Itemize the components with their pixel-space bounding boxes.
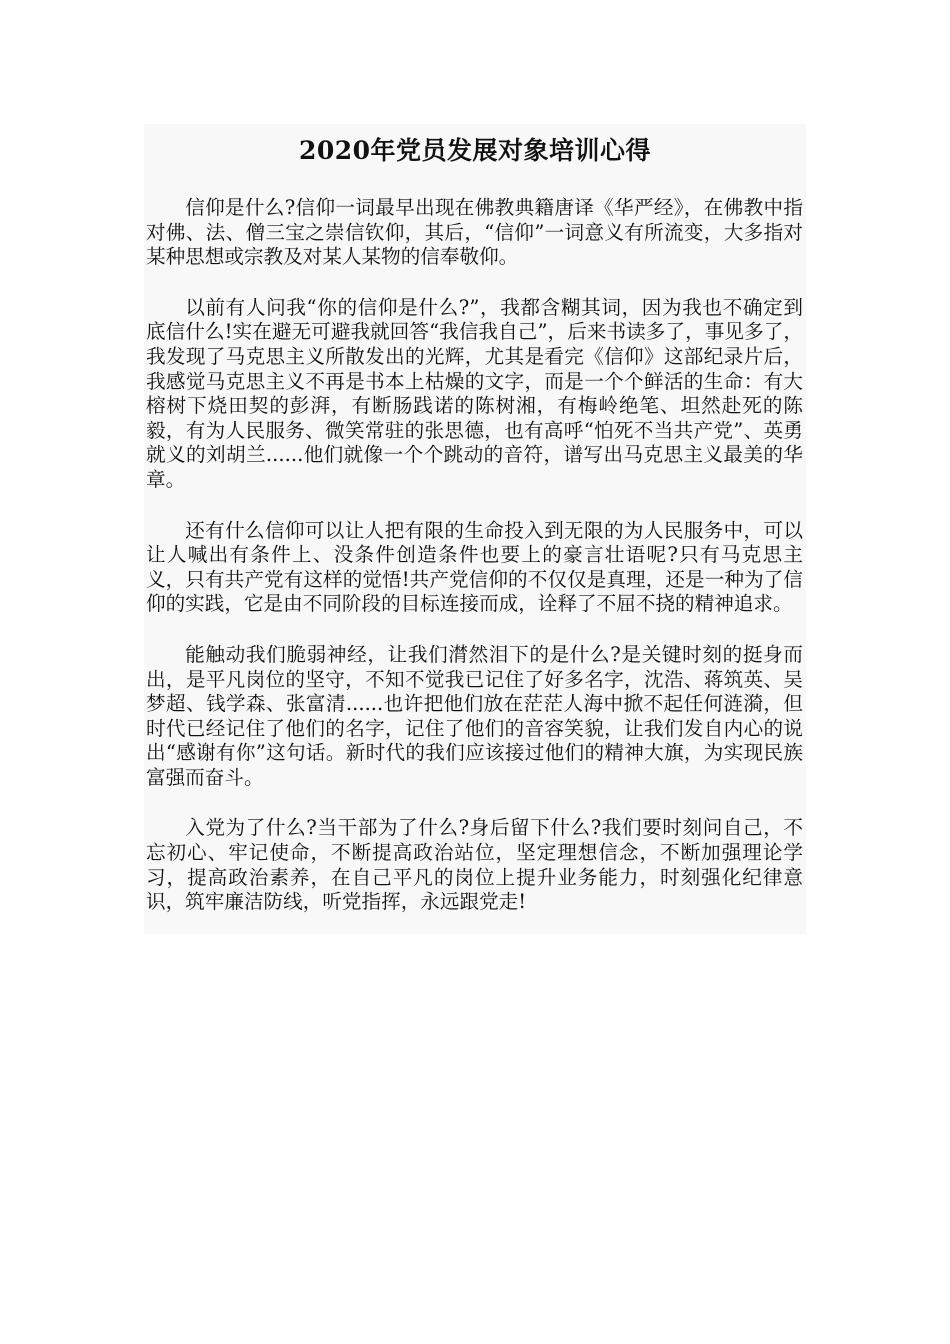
paragraph-3: 还有什么信仰可以让人把有限的生命投入到无限的为人民服务中，可以让人喊出有条件上、没条件创造条件也要上的豪言壮语呢?只有马克思主义，只有共产党有这样的觉悟!共产党信仰的不仅仅是真理，还是一种为了信仰的实践，它是由不同阶段的目标连接而成，诠释了不屈不挠的精神追求。: [146, 518, 803, 616]
paragraph-5: 入党为了什么?当干部为了什么?身后留下什么?我们要时刻问自己，不忘初心、牢记使命，不断提高政治站位，坚定理想信念，不断加强理论学习，提高政治素养，在自己平凡的岗位上提升业务能力，时刻强化纪律意识，筑牢廉洁防线，听党指挥，永远跟党走!: [146, 816, 803, 914]
document-title: 2020年党员发展对象培训心得: [298, 136, 652, 165]
paragraph-2: 以前有人问我“你的信仰是什么?”，我都含糊其词，因为我也不确定到底信什么!实在避无可避我就回答“我信我自己”，后来书读多了，事见多了，我发现了马克思主义所散发出的光辉，尤其是看完《信仰》这部纪录片后，我感觉马克思主义不再是书本上枯燥的文字，而是一个个鲜活的生命：有大榕树下烧田契的彭湃，有断肠践诺的陈树湘，有梅岭绝笔、坦然赴死的陈毅，有为人民服务、微笑常驻的张思德，也有高呼“怕死不当共产党”、英勇就义的刘胡兰......他们就像一个个跳动的音符，谱写出马克思主义最美的华章。: [146, 295, 803, 491]
document-body: [144, 124, 806, 934]
paragraph-1: 信仰是什么?信仰一词最早出现在佛教典籍唐译《华严经》，在佛教中指对佛、法、僧三宝之崇信钦仰，其后，“信仰”一词意义有所流变，大多指对某种思想或宗教及对某人某物的信奉敬仰。: [146, 196, 803, 269]
paragraph-4: 能触动我们脆弱神经，让我们潸然泪下的是什么?是关键时刻的挺身而出，是平凡岗位的坚守，不知不觉我已记住了好多名字，沈浩、蒋筑英、吴梦超、钱学森、张富清......也许把他们放在茫茫人海中掀不起任何涟漪，但时代已经记住了他们的名字，记住了他们的音容笑貌，让我们发自内心的说出“感谢有你”这句话。新时代的我们应该接过他们的精神大旗，为实现民族富强而奋斗。: [146, 642, 803, 789]
